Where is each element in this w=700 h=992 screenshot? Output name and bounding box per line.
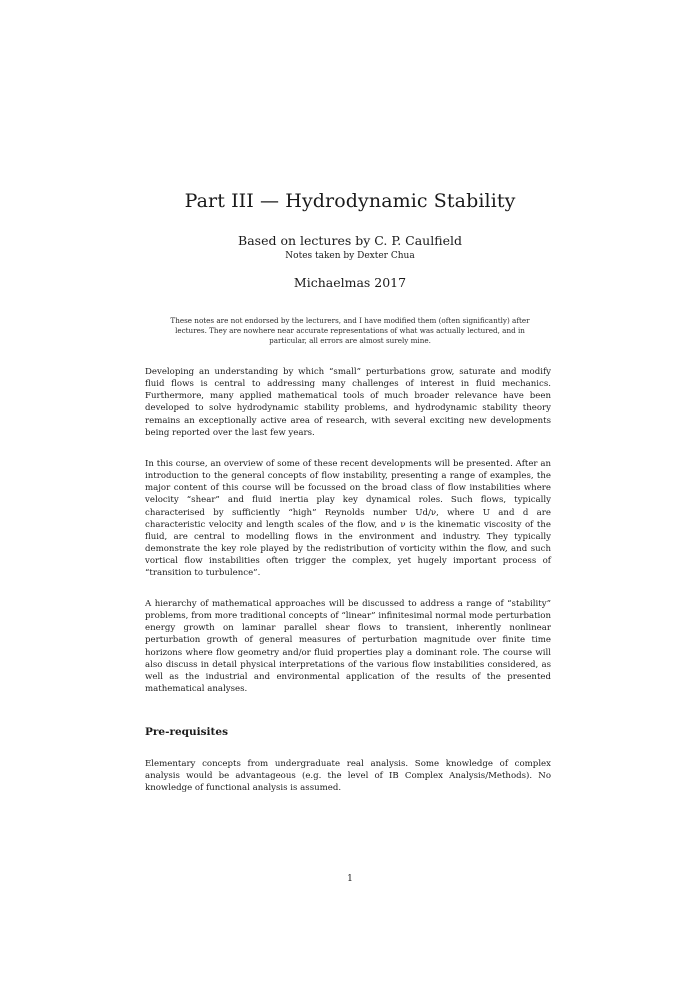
term-line: Michaelmas 2017 <box>293 275 407 290</box>
disclaimer-text: These notes are not endorsed by the lecturers, and I have modified them (often significantly) after lectures. They are nowhere near accurate representations of what was actually lectured, and in particular, all errors are almost surely mine. <box>170 316 530 345</box>
prerequisites-text: Elementary concepts from undergraduate real analysis. Some knowledge of complex analysis would be advantageous (e.g. the level of IB Complex Analysis/Methods). No knowledge of functional analysis is assumed. <box>145 759 551 794</box>
intro-paragraph-2: In this course, an overview of some of these recent developments will be presented. After an introduction to the general concepts of flow instability, presenting a range of examples, the major content of this course will be focussed on the broad class of flow instabilities where velocity “shear” and fluid inertia play key dynamical roles. Such flows, typically characterised by sufficiently “high” Reynolds number Ud/ν, where U and d are characteristic velocity and length scales of the flow, and ν is the kinematic viscosity of the fluid, are central to modelling flows in the environment and industry. They typically demonstrate the key role played by the redistribution of vorticity within the flow, and such vortical flow instabilities often trigger the complex, yet hugely important process of “transition to turbulence”. <box>145 459 551 579</box>
intro-paragraph-3: A hierarchy of mathematical approaches will be discussed to address a range of “stability” problems, from more traditional concepts of “linear” infinitesimal normal mode perturbation energy growth on laminar parallel shear flows to transient, inherently nonlinear perturbation growth of general measures of perturbation magnitude over finite time horizons where flow geometry and/or fluid properties play a dominant role. The course will also discuss in detail physical interpretations of the various flow instabilities considered, as well as the industrial and environmental application of the results of the presented mathematical analyses. <box>145 599 551 695</box>
page-number: 1 <box>347 874 353 884</box>
prerequisites-heading: Pre-requisites <box>145 726 228 738</box>
notes-taker-line: Notes taken by Dexter Chua <box>285 251 415 261</box>
document-title: Part III — Hydrodynamic Stability <box>184 190 516 212</box>
intro-paragraph-1: Developing an understanding by which “small” perturbations grow, saturate and modify fluid flows is central to addressing many challenges of interest in fluid mechanics. Furthermore, many applied mathematical tools of much broader relevance have been developed to solve hydrodynamic stability problems, and hydrodynamic stability theory remains an exceptionally active area of research, with several exciting new developments being reported over the last few years. <box>145 367 551 438</box>
author-line: Based on lectures by C. P. Caulfield <box>238 233 462 248</box>
